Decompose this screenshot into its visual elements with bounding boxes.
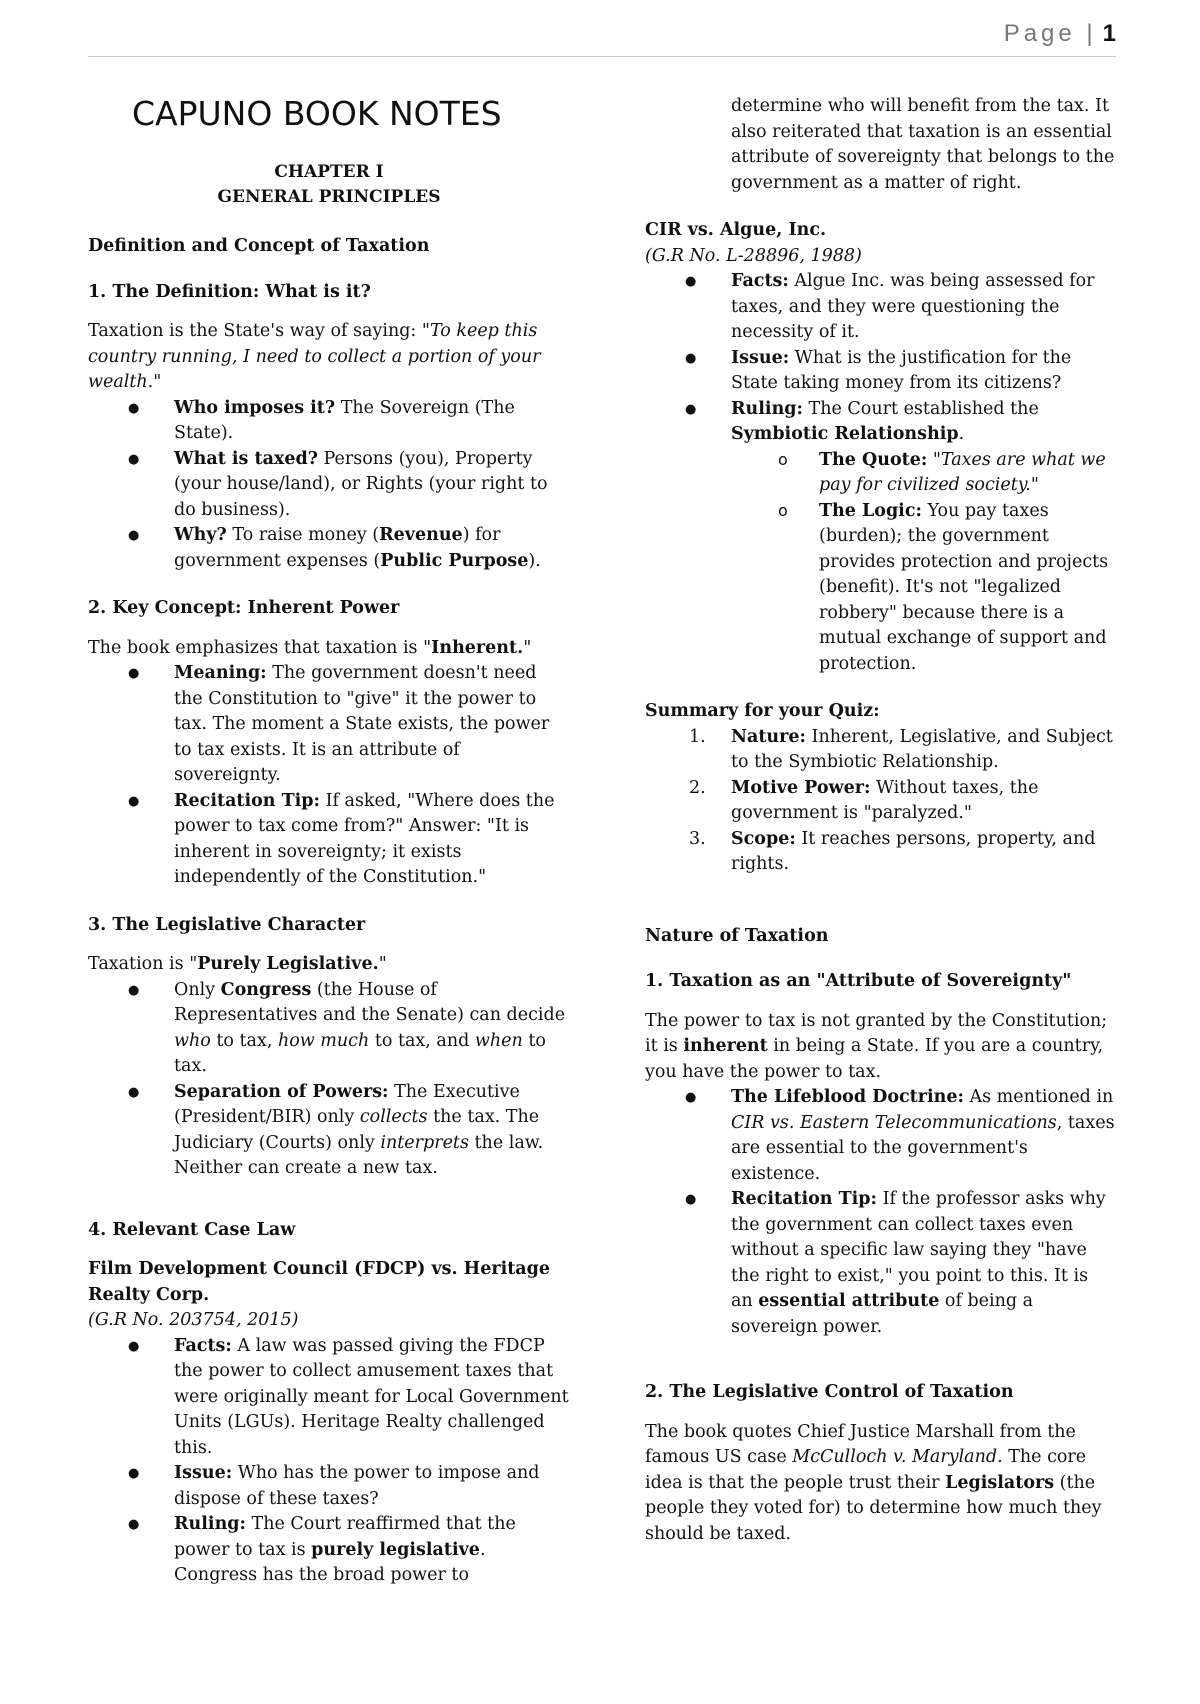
term: purely legislative <box>311 1539 480 1560</box>
list-item <box>88 447 570 524</box>
term: The Quote: <box>819 449 928 470</box>
text: To raise money ( <box>226 525 380 545</box>
term: inherent <box>683 1036 768 1056</box>
list-item <box>645 1187 1115 1340</box>
text: The Sovereign (The State). <box>174 397 515 443</box>
bullet-list <box>88 661 570 891</box>
text: to tax, <box>210 1030 278 1051</box>
text: Inherent, Legislative, and Subject to the Symbiotic Relationship. <box>731 726 1113 772</box>
paragraph <box>645 1420 1115 1548</box>
subheading: 1. Taxation as an "Attribute of Sovereignty" <box>645 971 1072 991</box>
term: Recitation Tip: <box>174 790 320 811</box>
text: Taxation is the State's way of saying: <box>88 321 422 341</box>
text: Only <box>174 979 221 1000</box>
bullet-list <box>645 1085 1115 1340</box>
text: . The core idea is that the people trust their <box>645 1447 1087 1493</box>
text: the tax. The Judiciary (Courts) only <box>174 1107 540 1153</box>
text: " <box>523 637 532 658</box>
term: Ruling: <box>174 1514 246 1534</box>
sub-bullet-list <box>645 448 1115 678</box>
text: of being a sovereign power. <box>731 1291 1034 1337</box>
item-number: 3. <box>689 828 706 849</box>
subheading: 2. The Legislative Control of Taxation <box>645 1382 1014 1402</box>
list-item <box>88 978 570 1080</box>
paragraph <box>88 636 570 662</box>
text: The power to tax is not granted by the Constitution; it is <box>645 1010 1108 1056</box>
term: Inherent. <box>431 637 524 658</box>
list-item <box>645 725 1115 776</box>
list-item <box>88 661 570 789</box>
text: Without taxes, the government is "paralyzed." <box>731 777 1039 823</box>
numbered-list <box>645 725 1115 878</box>
term: Purely Legislative. <box>197 954 379 974</box>
text: What is the justification for the State taking money from its citizens? <box>731 347 1072 393</box>
term: Who imposes it? <box>174 397 336 418</box>
text: to tax. <box>174 1030 546 1076</box>
page-header <box>88 20 1116 57</box>
emphasis: CIR vs. Eastern Telecommunications <box>731 1112 1057 1133</box>
text: Who has the power to impose and dispose of these taxes? <box>174 1463 540 1509</box>
term: Symbiotic Relationship <box>731 424 959 444</box>
term: Separation of Powers: <box>174 1081 389 1102</box>
emphasis: collects <box>359 1107 428 1127</box>
text: The book emphasizes that taxation is " <box>88 637 432 658</box>
term: Legislators <box>945 1472 1055 1493</box>
emphasis: how much <box>277 1030 370 1051</box>
term: Revenue <box>379 525 463 545</box>
emphasis: when <box>474 1030 523 1051</box>
text: It reaches persons, property, and rights. <box>731 828 1096 874</box>
text: Taxation is " <box>88 954 198 974</box>
term: Facts: <box>174 1335 232 1356</box>
section-heading: Definition and Concept of Taxation <box>88 236 430 256</box>
text: , taxes are essential to the government's existence. <box>731 1112 1115 1184</box>
text: ) for government expenses ( <box>174 525 501 571</box>
quote-text: "Taxes are what we pay for civilized society." <box>819 449 1106 495</box>
term: Ruling: <box>731 398 803 419</box>
term: Meaning: <box>174 663 267 683</box>
paragraph <box>645 1009 1115 1086</box>
list-item <box>645 499 1115 678</box>
list-item <box>88 1512 570 1589</box>
term: Nature: <box>731 726 806 747</box>
text: If asked, "Where does the power to tax come from?" Answer: "It is inherent in sovereignty; it exists independently of the Constitution." <box>174 790 555 887</box>
text: " <box>378 954 387 974</box>
emphasis: interprets <box>380 1132 469 1153</box>
term: Scope: <box>731 828 796 849</box>
text: Persons (you), Property (your house/land), or Rights (your right to do business). <box>174 448 548 520</box>
list-item <box>645 448 1115 499</box>
list-item <box>645 346 1115 397</box>
text: The government doesn't need the Constitution to "give" it the power to tax. The moment a State exists, the power to tax exists. It is an attribute of sovereignty. <box>174 663 550 785</box>
text: A law was passed giving the FDCP the power to collect amusement taxes that were originally meant for Local Government Units (LGUs). Heritage Realty challenged this. <box>174 1335 569 1458</box>
term: Recitation Tip: <box>731 1189 877 1209</box>
term: essential attribute <box>758 1291 940 1311</box>
term: Issue: <box>731 347 790 368</box>
text: . <box>958 424 965 444</box>
item-number: 1. <box>689 726 706 747</box>
subheading: 2. Key Concept: Inherent Power <box>88 598 400 618</box>
summary-heading: Summary for your Quiz: <box>645 701 880 721</box>
text: . Congress has the broad power to <box>174 1539 486 1585</box>
term: Public Purpose <box>380 550 529 571</box>
list-item <box>645 776 1115 827</box>
list-item <box>88 1080 570 1182</box>
list-item <box>645 269 1115 346</box>
text: You pay taxes (burden); the government provides protection and projects (benefit). It's not "legalized robbery" because there is a mutual exchange of support and protection. <box>819 500 1109 674</box>
right-column <box>645 94 1115 1547</box>
paragraph <box>88 952 570 978</box>
text: The book quotes Chief Justice Marshall from the famous US case <box>645 1421 1076 1467</box>
case-citation: (G.R No. 203754, 2015) <box>88 1310 299 1330</box>
case-citation: (G.R No. L-28896, 1988) <box>645 245 862 266</box>
text: As mentioned in <box>963 1087 1114 1107</box>
term: The Logic: <box>819 500 922 521</box>
term: Facts: <box>731 271 789 291</box>
term: Motive Power: <box>731 777 871 798</box>
text: to tax, and <box>369 1030 475 1051</box>
page-label: Page | <box>1003 20 1097 47</box>
case-title: CIR vs. Algue, Inc. <box>645 220 827 240</box>
emphasis: McCulloch v. Maryland <box>792 1447 998 1467</box>
text: in being a State. If you are a country, you have the power to tax. <box>645 1036 1104 1082</box>
text: The Executive (President/BIR) only <box>174 1081 520 1127</box>
list-item <box>645 827 1115 878</box>
quote-text: "To keep this country running, I need to collect a portion of your wealth." <box>88 321 541 392</box>
list-item <box>88 396 570 447</box>
list-item <box>88 1461 570 1512</box>
left-column <box>88 92 570 1589</box>
list-item <box>88 789 570 891</box>
term: Why? <box>174 525 227 545</box>
paragraph <box>88 319 570 396</box>
text: the law. Neither can create a new tax. <box>174 1132 544 1178</box>
term: What is taxed? <box>174 448 318 469</box>
subheading: 3. The Legislative Character <box>88 914 366 935</box>
case-title: Film Development Council (FDCP) vs. Heritage Realty Corp. <box>88 1259 551 1305</box>
section-heading: Nature of Taxation <box>645 925 829 946</box>
chapter-title: GENERAL PRINCIPLES <box>217 187 441 207</box>
item-number: 2. <box>689 777 706 798</box>
bullet-list <box>88 978 570 1182</box>
bullet-list <box>645 269 1115 448</box>
text: ). <box>528 550 541 571</box>
text: If the professor asks why the government can collect taxes even without a specific law saying they "have the right to exist," you point to this. It is an <box>731 1189 1106 1311</box>
list-item <box>88 1334 570 1462</box>
term: Congress <box>220 979 312 1000</box>
list-item <box>88 523 570 574</box>
list-item <box>645 1085 1115 1187</box>
term: The Lifeblood Doctrine: <box>731 1087 964 1107</box>
subheading: 1. The Definition: What is it? <box>88 281 371 302</box>
chapter-number: CHAPTER I <box>274 162 384 182</box>
text: The Court established the <box>802 398 1039 419</box>
term: Issue: <box>174 1463 233 1483</box>
subheading: 4. Relevant Case Law <box>88 1219 296 1240</box>
emphasis: who <box>174 1030 211 1051</box>
text: (the House of Representatives and the Senate) can decide <box>174 979 566 1025</box>
bullet-list <box>88 396 570 575</box>
bullet-list <box>88 1334 570 1589</box>
text: (the people they voted for) to determine how much they should be taxed. <box>645 1472 1102 1544</box>
paragraph: determine who will benefit from the tax. It also reiterated that taxation is an essential attribute of sovereignty that belongs to the government as a matter of right. <box>731 96 1115 193</box>
document-title: CAPUNO BOOK NOTES <box>132 94 502 133</box>
list-item <box>645 397 1115 448</box>
text: The Court reaffirmed that the power to tax is <box>174 1514 516 1560</box>
text: Algue Inc. was being assessed for taxes, and they were questioning the necessity of it. <box>731 271 1095 342</box>
page-number: 1 <box>1102 20 1116 47</box>
